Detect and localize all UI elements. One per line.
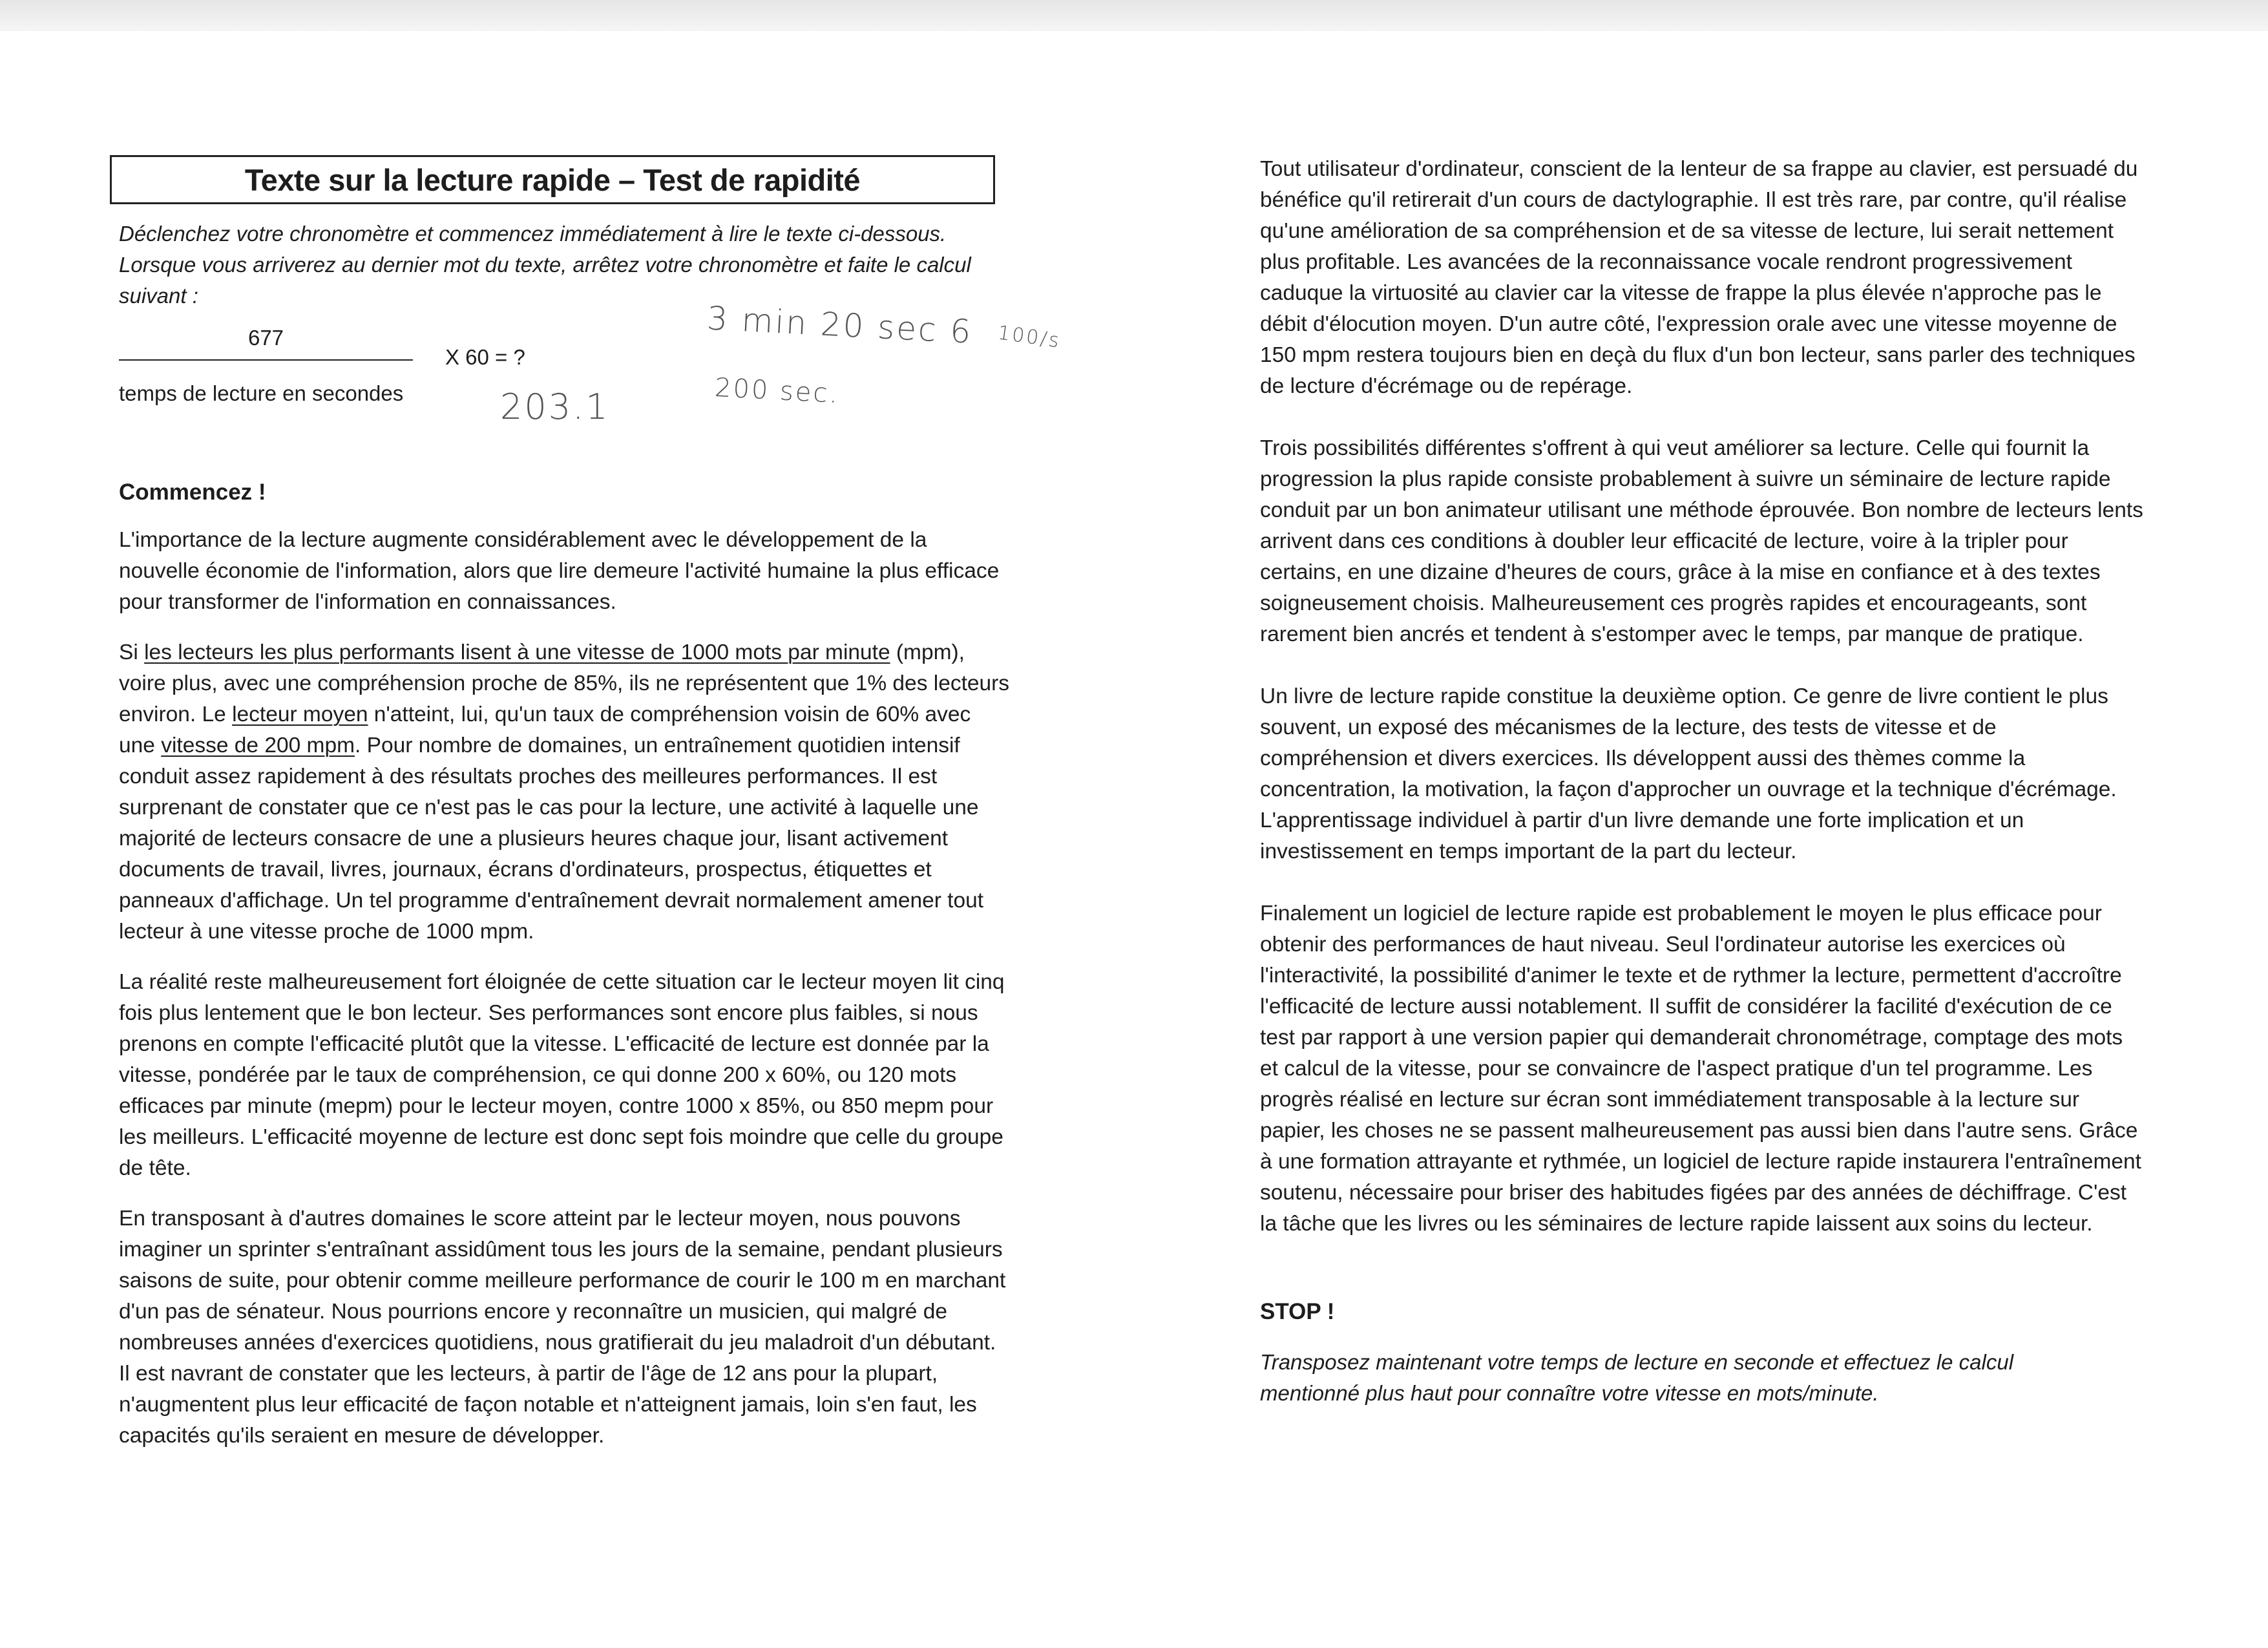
p2-text-1: Si	[119, 640, 145, 664]
p2-text-4: . Pour nombre de domaines, un entraînement quotidien intensif conduit assez rapidement à des résultats proches des meilleures performances. Il est surprenant de constater que ce n'est pas le cas pour la lecture, une activité à laquelle une majorité de lecteurs consacre de une a plusieurs heures chaque jour, lisant activement documents de travail, livres, journaux, écrans d'ordinateurs, prospectus, étiquettes et panneaux d'affichage. Un tel programme d'entraînement devrait normalement amener tout lecteur à une vitesse proche de 1000 mpm.	[119, 734, 984, 944]
left-paragraph-1: L'importance de la lecture augmente considérablement avec le développement de la nouvelle économie de l'information, alors que lire demeure l'activité humaine la plus efficace pour transformer de l'information en connaissances.	[119, 528, 1000, 614]
page-title	[110, 155, 995, 204]
p2-underline-3: vitesse de 200 mpm	[161, 734, 355, 757]
handwritten-result: 203.1	[500, 386, 610, 427]
p2-text-3: n'atteint, lui, qu'un taux de compréhension voisin de 60% avec une	[119, 703, 971, 757]
scan-top-edge	[0, 0, 2268, 31]
left-paragraph-4: En transposant à d'autres domaines le score atteint par le lecteur moyen, nous pouvons imaginer un sprinter s'entraînant assidûment tous les jours de la semaine, pendant plusieurs saisons de suite, pour obtenir comme meilleure performance de courir le 100 m en marchant d'un pas de sénateur. Nous pourrions encore y reconnaître un musicien, qui malgré de nombreuses années d'exercices quotidiens, nous gratifierait du jeu maladroit d'un débutant. Il est navrant de constater que les lecteurs, à partir de l'âge de 12 ans pour la plupart, n'augmentent plus leur efficacité de façon notable et n'atteignent jamais, loin s'en faut, les capacités qu'ils seraient en mesure de développer.	[119, 1207, 1006, 1448]
right-paragraph-1: Tout utilisateur d'ordinateur, conscient de la lenteur de sa frappe au clavier, est persuadé du bénéfice qu'il retirerait d'un cours de dactylographie. Il est très rare, par contre, qu'il réalise qu'une amélioration de sa compréhension et de sa vitesse de lecture, lui serait nettement plus profitable. Les avancées de la reconnaissance vocale rendront progressivement caduque la virtuosité au clavier car la vitesse de frappe la plus élevée n'approche pas le débit d'élocution moyen. D'un autre côté, l'expression orale avec une vitesse moyenne de 150 mpm restera toujours bien en deçà du flux d'un bon lecteur, sans parler des techniques de lecture d'écrémage ou de repérage.	[1260, 157, 2138, 398]
p2-underline-2: lecteur moyen	[232, 703, 368, 726]
right-paragraph-4: Finalement un logiciel de lecture rapide est probablement le moyen le plus efficace pour obtenir des performances de haut niveau. Seul l'ordinateur autorise les exercices où l'interactivité, la possibilité d'animer le texte et de rythmer la lecture, permettent d'accroître l'efficacité de lecture aussi notablement. Il suffit de considérer la facilité d'exécution de ce test par rapport à une version papier qui demanderait chronométrage, comptage des mots et calcul de la vitesse, pour se convaincre de l'aspect pratique d'un tel programme. Les progrès réalisé en lecture sur écran sont immédiatement transposable à la lecture sur papier, les choses ne se passent malheureusement pas aussi bien dans l'autre sens. Grâce à une formation attrayante et rythmée, un logiciel de lecture rapide instaurera l'entraînement soutenu, nécessaire pour briser des habitudes figées par des années de déchiffrage. C'est la tâche que les livres ou les séminaires de lecture rapide laissent aux soins du lecteur.	[1260, 902, 2141, 1236]
handwritten-time-note: 3 min 20 sec 6	[706, 299, 974, 351]
left-paragraph-2	[119, 637, 1011, 947]
left-paragraph-3: La réalité reste malheureusement fort éloignée de cette situation car le lecteur moyen lit cinq fois plus lentement que le bon lecteur. Ses performances sont encore plus faibles, si nous prenons en compte l'efficacité plutôt que la vitesse. L'efficacité de lecture est donnée par la vitesse, pondérée par le taux de compréhension, ce qui donne 200 x 60%, ou 120 mots efficaces par minute (mepm) pour le lecteur moyen, contre 1000 x 85%, ou 850 mepm pour les meilleurs. L'efficacité moyenne de lecture est donc sept fois moindre que celle du groupe de tête.	[119, 970, 1005, 1180]
speed-formula	[119, 299, 1062, 447]
formula-denominator: temps de lecture en secondes	[119, 381, 404, 405]
page-title-text: Texte sur la lecture rapide – Test de rapidité	[244, 162, 861, 197]
formula-multiplier: X 60 = ?	[445, 345, 525, 369]
handwritten-seconds-note: 200 sec.	[713, 372, 841, 410]
left-column	[110, 155, 1062, 1452]
formula-numerator: 677	[119, 326, 413, 361]
p2-underline-1: les lecteurs les plus performants lisent à une vitesse de 1000 mots par minute	[144, 640, 890, 664]
stop-heading: STOP !	[1260, 1299, 1335, 1324]
right-column	[1260, 154, 2152, 1409]
handwritten-fraction-note: 100/s	[996, 321, 1062, 353]
right-paragraph-3: Un livre de lecture rapide constitue la deuxième option. Ce genre de livre contient le plus souvent, un exposé des mécanismes de la lecture, des tests de vitesse et de compréhension et divers exercices. Ils développent aussi des thèmes comme la concentration, la motivation, la façon d'approcher un ouvrage et la technique d'écrémage. L'apprentissage individuel à partir d'un livre demande une forte implication et un investissement en temps important de la part du lecteur.	[1260, 684, 2117, 863]
start-heading: Commencez !	[119, 480, 266, 505]
final-instruction: Transposez maintenant votre temps de lecture en seconde et effectuez le calcul mentionné plus haut pour connaître votre vitesse en mots/minute.	[1260, 1350, 2014, 1405]
p2-text-2: (mpm), voire plus, avec une compréhension proche de 85%, ils ne représentent que 1% des lecteurs environ. Le	[119, 640, 1010, 726]
right-paragraph-2: Trois possibilités différentes s'offrent à qui veut améliorer sa lecture. Celle qui fournit la progression la plus rapide consiste probablement à suivre un séminaire de lecture rapide conduit par un bon animateur utilisant une méthode éprouvée. Bon nombre de lecteurs lents arrivent dans ces conditions à doubler leur efficacité de lecture, voire à la tripler pour certains, en une dizaine d'heures de cours, grâce à la mise en confiance et à des textes soigneusement choisis. Malheureusement ces progrès rapides et encourageants, sont rarement bien ancrés et tendent à s'estomper avec le temps, par manque de pratique.	[1260, 436, 2143, 646]
instructions: Déclenchez votre chronomètre et commencez immédiatement à lire le texte ci-dessous. Lorsque vous arriverez au dernier mot du texte, arrêtez votre chronomètre et faite le calcul suivant :	[119, 222, 971, 308]
